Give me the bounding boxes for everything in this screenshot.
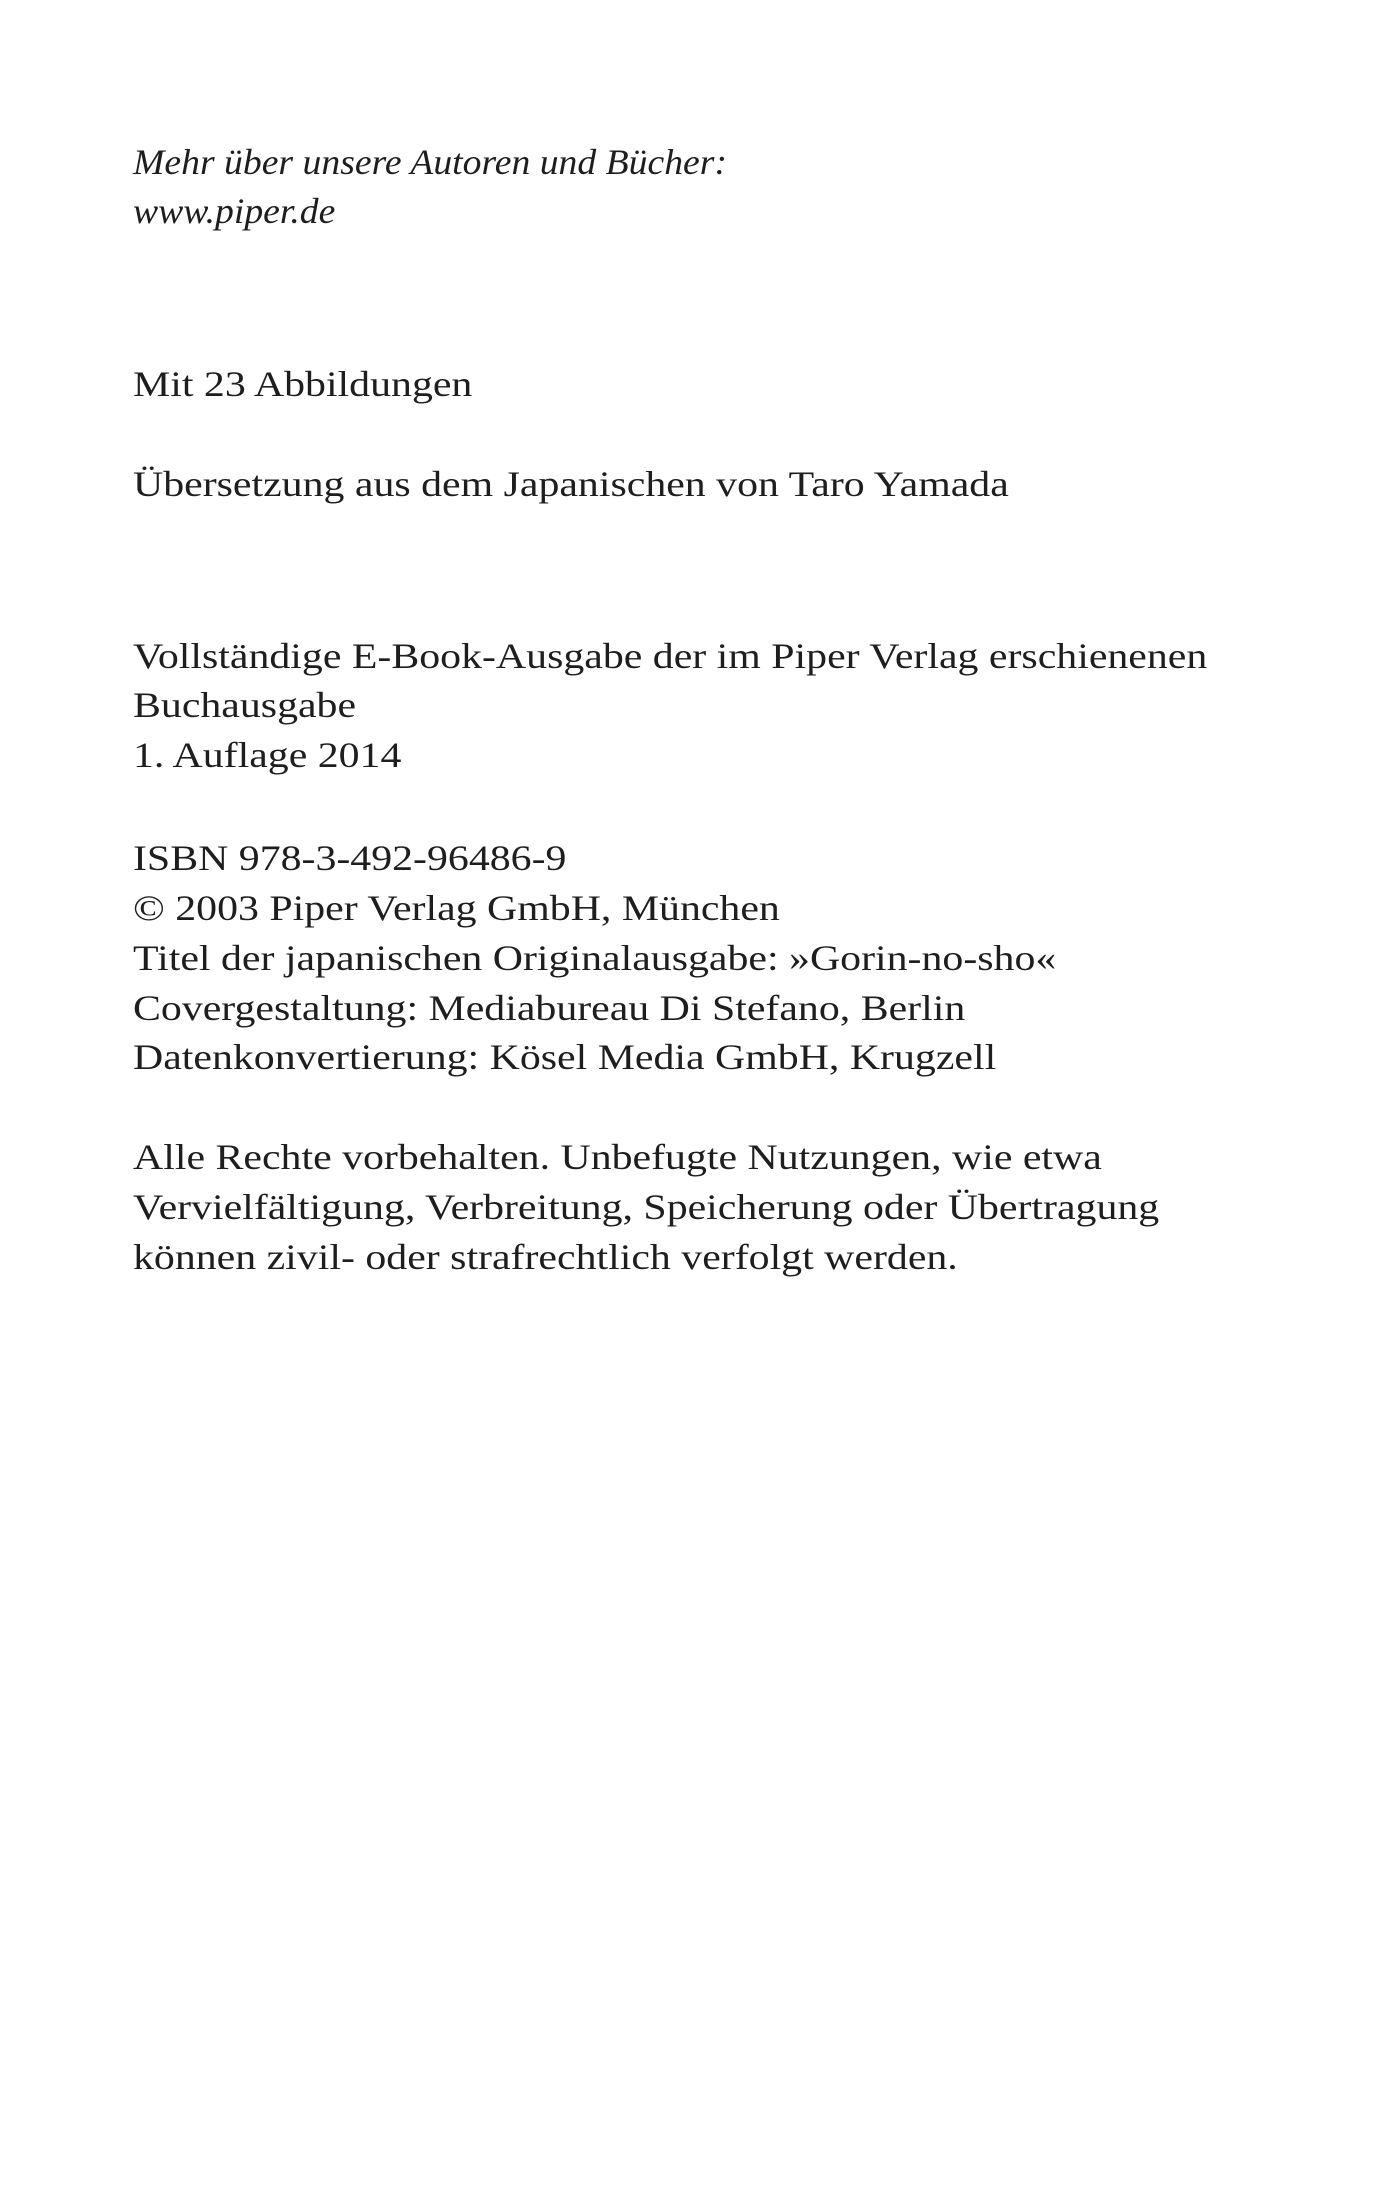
rights-line-1: Alle Rechte vorbehalten. Unbefugte Nutzungen, wie etwa (133, 1137, 1102, 1178)
edition-line-1: Vollständige E-Book-Ausgabe der im Piper Verlag erschienenen (133, 636, 1208, 677)
publisher-url-link[interactable]: www.piper.de (133, 191, 336, 232)
rights-line-3: können zivil- oder strafrechtlich verfolgt werden. (133, 1237, 958, 1278)
translation-credit: Übersetzung aus dem Japanischen von Taro Yamada (133, 464, 1009, 505)
rights-line-2: Vervielfältigung, Verbreitung, Speicherung oder Übertragung (133, 1187, 1160, 1228)
data-conversion-credit: Datenkonvertierung: Kösel Media GmbH, Krugzell (133, 1037, 997, 1078)
copyright: © 2003 Piper Verlag GmbH, München (133, 888, 780, 929)
publisher-promo-text: Mehr über unsere Autoren und Bücher: (133, 142, 727, 183)
original-title: Titel der japanischen Originalausgabe: »Gorin-no-sho« (133, 938, 1057, 979)
edition-line-2: Buchausgabe (133, 685, 357, 726)
edition-line-3: 1. Auflage 2014 (133, 735, 402, 776)
illustrations-note: Mit 23 Abbildungen (133, 364, 473, 405)
cover-design-credit: Covergestaltung: Mediabureau Di Stefano, Berlin (133, 988, 966, 1029)
isbn: ISBN 978-3-492-96486-9 (133, 838, 567, 879)
